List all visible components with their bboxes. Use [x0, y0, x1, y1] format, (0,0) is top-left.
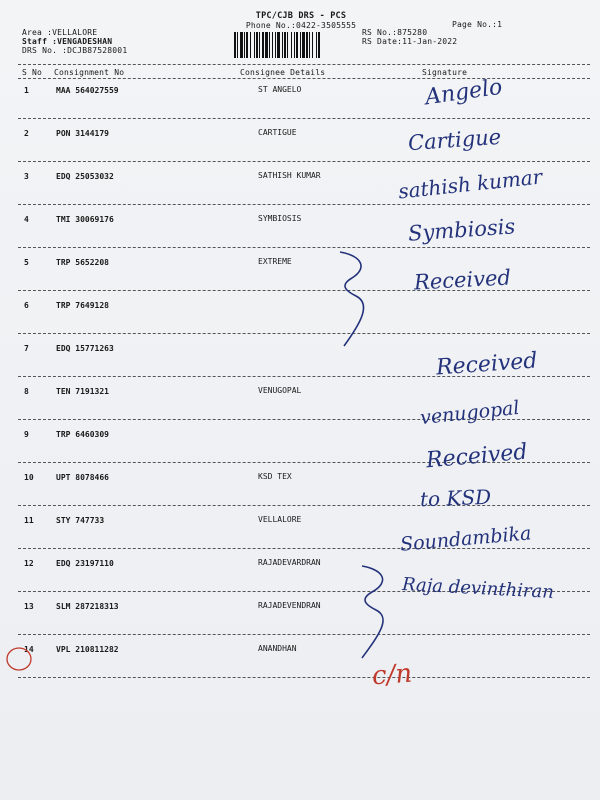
row-consignee: ANANDHAN	[258, 644, 297, 653]
signature-10: Soundambika	[399, 522, 533, 556]
row-sno: 13	[24, 602, 34, 611]
signature-3: sathish kumar	[397, 164, 544, 204]
row-sno: 14	[24, 645, 34, 654]
row-consignment-no: MAA 564027559	[56, 86, 119, 95]
row-sno: 8	[24, 387, 29, 396]
row-sno: 3	[24, 172, 29, 181]
drs-number: DRS No. :DCJB87528001	[22, 46, 128, 55]
row-consignee: RAJADEVENDRAN	[258, 601, 321, 610]
signature-8: Received	[425, 439, 529, 474]
row-14-circle	[7, 648, 31, 670]
area-label: Area :VELLALORE	[22, 28, 98, 37]
row-sno: 10	[24, 473, 34, 482]
row-consignee: SYMBIOSIS	[258, 214, 302, 223]
row-consignee: RAJADEVARDRAN	[258, 558, 321, 567]
row-sno: 12	[24, 559, 34, 568]
row-consignee: KSD TEX	[258, 472, 292, 481]
col-consignment: Consignment No	[54, 68, 125, 77]
row-consignee: VENUGOPAL	[258, 386, 302, 395]
rs-date: RS Date:11-Jan-2022	[362, 37, 458, 46]
row-consignment-no: TEN 7191321	[56, 387, 109, 396]
signature-2: Cartigue	[407, 124, 502, 156]
row-consignment-no: STY 747733	[56, 516, 105, 525]
row-consignment-no: TRP 5652208	[56, 258, 109, 267]
signature-5: Received	[413, 265, 512, 295]
signature-7: venugopal	[419, 396, 521, 430]
row-sno: 1	[24, 86, 29, 95]
row-consignment-no: EDQ 15771263	[56, 344, 114, 353]
col-signature: Signature	[422, 68, 468, 77]
signature-4: Symbiosis	[407, 214, 516, 246]
row-consignee: SATHISH KUMAR	[258, 171, 321, 180]
page-number: Page No.:1	[452, 20, 503, 29]
row-sno: 9	[24, 430, 29, 439]
row-consignment-no: EDQ 23197110	[56, 559, 114, 568]
row-sno: 5	[24, 258, 29, 267]
row-sno: 6	[24, 301, 29, 310]
signature-9: to KSD	[419, 484, 492, 512]
staff-label: Staff :VENGADESHAN	[22, 37, 113, 46]
rs-number: RS No.:875280	[362, 28, 428, 37]
row-sno: 7	[24, 344, 29, 353]
brace-rows-12-13	[362, 566, 383, 658]
row-consignee: EXTREME	[258, 257, 292, 266]
col-sno: S No	[22, 68, 43, 77]
col-consignee: Consignee Details	[240, 68, 326, 77]
signature-6: Received	[435, 348, 539, 381]
row-consignment-no: SLM 287218313	[56, 602, 119, 611]
signature-11: Raja devinthiran	[401, 574, 555, 603]
signature-14-cn: c/n	[371, 658, 414, 692]
sheet-title: TPC/CJB DRS - PCS	[255, 11, 347, 21]
row-sno: 11	[24, 516, 34, 525]
row-consignee: VELLALORE	[258, 515, 302, 524]
row-sno: 4	[24, 215, 29, 224]
row-consignment-no: TMI 30069176	[56, 215, 114, 224]
row-consignment-no: PON 3144179	[56, 129, 109, 138]
row-consignment-no: UPT 8078466	[56, 473, 109, 482]
row-consignee: ST ANGELO	[258, 85, 302, 94]
row-consignment-no: EDQ 25053032	[56, 172, 114, 181]
row-consignment-no: TRP 6460309	[56, 430, 109, 439]
row-consignment-no: TRP 7649128	[56, 301, 109, 310]
phone-number: Phone No.:0422-3505555	[245, 21, 357, 30]
row-consignee: CARTIGUE	[258, 128, 297, 137]
row-consignment-no: VPL 210811282	[56, 645, 119, 654]
row-sno: 2	[24, 129, 29, 138]
brace-rows-5-6	[340, 252, 364, 346]
signature-1: Angelo	[423, 74, 504, 111]
